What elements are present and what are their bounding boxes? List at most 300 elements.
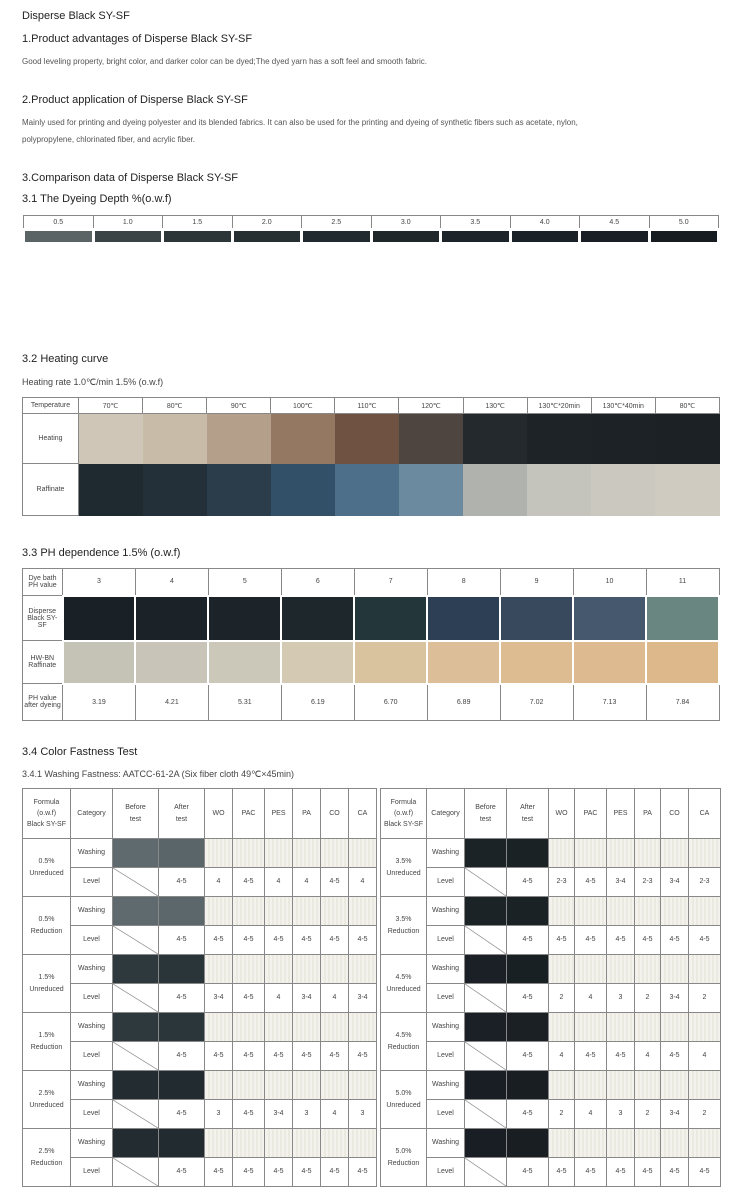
depth-label: 3.0	[371, 216, 441, 230]
ph-value: 8	[427, 569, 500, 596]
after-level: 4-5	[507, 984, 549, 1013]
fiber-header: CO	[661, 789, 689, 839]
fiber-level: 4	[205, 868, 233, 897]
after-swatch	[159, 1071, 205, 1100]
diagonal-line	[113, 1100, 158, 1128]
fiber-swatch	[575, 839, 607, 868]
fiber-level: 4-5	[321, 1158, 349, 1187]
fiber-level: 4	[575, 1100, 607, 1129]
fiber-header: WO	[549, 789, 575, 839]
dye-swatch	[573, 596, 646, 641]
before-swatch	[465, 839, 507, 868]
fiber-level: 4-5	[233, 1042, 265, 1071]
diagonal-line	[113, 1158, 158, 1186]
fiber-swatch	[635, 897, 661, 926]
fiber-level: 4-5	[607, 926, 635, 955]
after-swatch	[159, 1013, 205, 1042]
dye-swatch	[500, 596, 573, 641]
fiber-level: 4-5	[265, 926, 293, 955]
fiber-swatch	[205, 955, 233, 984]
formula-mode: Reduction	[387, 1159, 420, 1167]
fiber-swatch	[293, 1129, 321, 1158]
after-swatch	[507, 1013, 549, 1042]
fiber-swatch	[607, 1071, 635, 1100]
ph-table	[22, 568, 720, 721]
heating-swatch	[79, 414, 143, 464]
raffinate-swatch	[527, 464, 591, 516]
dye-swatch	[427, 596, 500, 641]
fiber-swatch	[635, 1013, 661, 1042]
heating-swatch	[207, 414, 271, 464]
before-header-line: test	[479, 815, 492, 823]
fiber-level: 4-5	[349, 1042, 377, 1071]
fiber-level: 4-5	[233, 984, 265, 1013]
formula-mode: Reduction	[30, 927, 63, 935]
fiber-swatch	[349, 955, 377, 984]
fiber-header: PAC	[233, 789, 265, 839]
temperature-label: Temperature	[23, 398, 79, 414]
fiber-level: 4-5	[293, 1158, 321, 1187]
fiber-level: 2	[549, 1100, 575, 1129]
formula-mode: Reduction	[387, 1043, 420, 1051]
fiber-level: 4-5	[205, 1042, 233, 1071]
level-label: Level	[427, 926, 465, 955]
ph-value: 5	[208, 569, 281, 596]
fiber-level: 4-5	[575, 1158, 607, 1187]
raffinate-label: Raffinate	[23, 464, 79, 516]
level-label: Level	[71, 1042, 113, 1071]
level-blank	[113, 1158, 159, 1187]
fiber-level: 4-5	[349, 1158, 377, 1187]
before-swatch	[113, 897, 159, 926]
fiber-level: 3	[293, 1100, 321, 1129]
formula-mode: Reduction	[30, 1159, 63, 1167]
formula-pct: 3.5%	[395, 858, 412, 866]
fiber-swatch	[635, 955, 661, 984]
fiber-swatch	[661, 897, 689, 926]
ph-after-value: 7.84	[646, 684, 719, 721]
after-level: 4-5	[507, 1158, 549, 1187]
heating-swatch	[591, 414, 655, 464]
fiber-swatch	[321, 839, 349, 868]
fiber-level: 4-5	[575, 1042, 607, 1071]
raffinate-swatch	[79, 464, 143, 516]
fiber-level: 4-5	[575, 926, 607, 955]
fiber-level: 3	[205, 1100, 233, 1129]
formula-cell	[23, 955, 71, 1013]
formula-mode: Unreduced	[386, 985, 421, 993]
ph-after-value: 3.19	[63, 684, 136, 721]
after-level: 4-5	[507, 926, 549, 955]
level-blank	[465, 926, 507, 955]
fiber-level: 4-5	[549, 926, 575, 955]
after-swatch	[159, 1129, 205, 1158]
level-label: Level	[71, 926, 113, 955]
fiber-level: 4-5	[205, 1158, 233, 1187]
heating-label: Heating	[23, 414, 79, 464]
washing-label: Washing	[71, 1129, 113, 1158]
fiber-level: 4-5	[233, 926, 265, 955]
fiber-swatch	[607, 955, 635, 984]
formula-pct: 3.5%	[395, 916, 412, 924]
raff-swatch	[646, 641, 719, 684]
fiber-header: PA	[635, 789, 661, 839]
formula-cell	[381, 1129, 427, 1187]
fiber-header: CA	[349, 789, 377, 839]
fiber-swatch	[321, 1071, 349, 1100]
raffinate-swatch	[271, 464, 335, 516]
level-label: Level	[71, 1100, 113, 1129]
fiber-swatch	[607, 1013, 635, 1042]
formula-header-line: (o.w.f)	[393, 809, 414, 817]
fiber-swatch	[205, 897, 233, 926]
fiber-swatch	[205, 839, 233, 868]
fiber-header: PA	[293, 789, 321, 839]
fiber-swatch	[661, 1071, 689, 1100]
depth-swatch	[232, 230, 302, 244]
fiber-swatch	[233, 1129, 265, 1158]
formula-pct: 0.5%	[38, 916, 55, 924]
formula-pct: 0.5%	[38, 858, 55, 866]
ph-row-label: Dye bath PH value	[23, 569, 63, 596]
after-level: 4-5	[507, 868, 549, 897]
fiber-swatch	[689, 839, 721, 868]
depth-swatch	[163, 230, 233, 244]
level-blank	[113, 868, 159, 897]
fiber-swatch	[689, 1071, 721, 1100]
formula-cell	[23, 897, 71, 955]
heating-swatch	[527, 414, 591, 464]
fiber-swatch	[549, 1071, 575, 1100]
fiber-level: 4-5	[689, 926, 721, 955]
level-label: Level	[71, 1158, 113, 1187]
level-blank	[113, 1042, 159, 1071]
raff-swatch	[354, 641, 427, 684]
fiber-swatch	[321, 1129, 349, 1158]
after-level: 4-5	[159, 1158, 205, 1187]
category-header: Category	[427, 789, 465, 839]
fiber-swatch	[265, 897, 293, 926]
fiber-swatch	[233, 955, 265, 984]
before-header	[113, 789, 159, 839]
formula-mode: Unreduced	[29, 869, 64, 877]
temp-label: 100℃	[271, 398, 335, 414]
fiber-level: 2	[549, 984, 575, 1013]
fiber-swatch	[321, 897, 349, 926]
level-blank	[465, 1158, 507, 1187]
depth-table	[22, 215, 720, 245]
level-label: Level	[427, 984, 465, 1013]
fiber-level: 4	[575, 984, 607, 1013]
diagonal-line	[113, 984, 158, 1012]
s32-heading: 3.2 Heating curve	[22, 353, 109, 365]
fiber-swatch	[233, 1013, 265, 1042]
level-blank	[465, 868, 507, 897]
level-label: Level	[427, 1158, 465, 1187]
formula-pct: 2.5%	[38, 1148, 55, 1156]
before-swatch	[465, 897, 507, 926]
formula-mode: Reduction	[387, 927, 420, 935]
level-blank	[113, 984, 159, 1013]
fiber-swatch	[689, 897, 721, 926]
heating-table	[22, 397, 720, 516]
fiber-level: 3	[349, 1100, 377, 1129]
raffinate-swatch	[207, 464, 271, 516]
ph-value: 3	[63, 569, 136, 596]
fiber-swatch	[293, 897, 321, 926]
fiber-swatch	[349, 897, 377, 926]
washing-label: Washing	[427, 1013, 465, 1042]
depth-swatch	[302, 230, 372, 244]
fiber-swatch	[233, 1071, 265, 1100]
fiber-swatch	[689, 1013, 721, 1042]
fiber-level: 2	[635, 984, 661, 1013]
raff-swatch	[500, 641, 573, 684]
depth-swatch	[93, 230, 163, 244]
ph-after-value: 7.13	[573, 684, 646, 721]
fiber-level: 4-5	[549, 1158, 575, 1187]
fiber-swatch	[661, 955, 689, 984]
ph-after-value: 4.21	[135, 684, 208, 721]
fiber-swatch	[265, 1129, 293, 1158]
fiber-level: 4-5	[661, 1158, 689, 1187]
diagonal-line	[113, 868, 158, 896]
formula-pct: 5.0%	[395, 1090, 412, 1098]
after-swatch	[507, 955, 549, 984]
fiber-level: 2-3	[689, 868, 721, 897]
diagonal-line	[465, 1158, 506, 1186]
fiber-header: PES	[607, 789, 635, 839]
after-header	[507, 789, 549, 839]
level-label: Level	[71, 868, 113, 897]
depth-label: 3.5	[441, 216, 511, 230]
formula-cell	[381, 1071, 427, 1129]
temp-label: 80℃	[655, 398, 719, 414]
formula-pct: 4.5%	[395, 974, 412, 982]
fiber-swatch	[575, 955, 607, 984]
washing-sub: 3.4.1 Washing Fastness: AATCC-61-2A (Six fiber cloth 49℃×45min)	[22, 769, 294, 779]
depth-label: 4.0	[510, 216, 580, 230]
fiber-level: 2-3	[549, 868, 575, 897]
diagonal-line	[465, 926, 506, 954]
after-level: 4-5	[507, 1042, 549, 1071]
heating-swatch	[335, 414, 399, 464]
raffinate-swatch	[399, 464, 463, 516]
formula-pct: 1.5%	[38, 974, 55, 982]
depth-label: 2.0	[232, 216, 302, 230]
raffinate-swatch	[463, 464, 527, 516]
fiber-level: 3-4	[349, 984, 377, 1013]
after-swatch	[507, 1071, 549, 1100]
s31-heading: 3.1 The Dyeing Depth %(o.w.f)	[22, 193, 172, 205]
fiber-level: 3-4	[661, 1100, 689, 1129]
fiber-level: 4	[265, 868, 293, 897]
ph-value: 11	[646, 569, 719, 596]
level-label: Level	[427, 1100, 465, 1129]
s3-heading: 3.Comparison data of Disperse Black SY-SF	[22, 172, 239, 184]
heating-swatch	[143, 414, 207, 464]
fiber-swatch	[549, 1129, 575, 1158]
diagonal-line	[465, 1100, 506, 1128]
fiber-level: 3	[607, 984, 635, 1013]
fiber-level: 4-5	[575, 868, 607, 897]
raffinate-swatch	[655, 464, 719, 516]
fiber-swatch	[635, 839, 661, 868]
fiber-level: 4	[549, 1042, 575, 1071]
fiber-level: 4-5	[321, 926, 349, 955]
fiber-level: 4	[265, 984, 293, 1013]
washing-label: Washing	[427, 1129, 465, 1158]
fiber-swatch	[349, 1129, 377, 1158]
fiber-swatch	[661, 1129, 689, 1158]
washing-label: Washing	[427, 1071, 465, 1100]
fiber-level: 2	[635, 1100, 661, 1129]
formula-pct: 5.0%	[395, 1148, 412, 1156]
before-swatch	[113, 1071, 159, 1100]
before-header-line: test	[129, 815, 142, 823]
s2-text-2: polypropylene, chlorinated fiber, and acrylic fiber.	[22, 135, 195, 144]
temp-label: 120℃	[399, 398, 463, 414]
fiber-swatch	[607, 897, 635, 926]
fiber-swatch	[549, 897, 575, 926]
diagonal-line	[465, 984, 506, 1012]
after-level: 4-5	[159, 1100, 205, 1129]
fiber-swatch	[349, 1071, 377, 1100]
temp-label: 130℃*40min	[591, 398, 655, 414]
fiber-level: 4	[689, 1042, 721, 1071]
formula-pct: 4.5%	[395, 1032, 412, 1040]
fiber-level: 4-5	[265, 1042, 293, 1071]
temp-label: 90℃	[207, 398, 271, 414]
washing-label: Washing	[71, 955, 113, 984]
after-swatch	[507, 897, 549, 926]
depth-label: 4.5	[580, 216, 650, 230]
fiber-swatch	[635, 1129, 661, 1158]
diagonal-line	[113, 1042, 158, 1070]
after-swatch	[159, 897, 205, 926]
formula-pct: 2.5%	[38, 1090, 55, 1098]
formula-mode: Unreduced	[386, 1101, 421, 1109]
fiber-level: 4	[349, 868, 377, 897]
fiber-swatch	[549, 839, 575, 868]
level-blank	[113, 926, 159, 955]
fiber-header: PES	[265, 789, 293, 839]
fiber-level: 4-5	[233, 868, 265, 897]
fiber-swatch	[265, 955, 293, 984]
s34-heading: 3.4 Color Fastness Test	[22, 746, 138, 758]
depth-swatch	[649, 230, 719, 244]
fiber-level: 3-4	[607, 868, 635, 897]
heating-swatch	[399, 414, 463, 464]
after-level: 4-5	[159, 868, 205, 897]
washing-label: Washing	[71, 897, 113, 926]
heating-swatch	[655, 414, 719, 464]
before-swatch	[113, 839, 159, 868]
fiber-swatch	[607, 1129, 635, 1158]
fiber-level: 4-5	[635, 926, 661, 955]
fiber-level: 2	[689, 1100, 721, 1129]
fiber-level: 2	[689, 984, 721, 1013]
formula-cell	[381, 839, 427, 897]
formula-cell	[23, 839, 71, 897]
depth-label: 2.5	[302, 216, 372, 230]
fiber-level: 4-5	[233, 1100, 265, 1129]
raff-swatch	[427, 641, 500, 684]
fiber-swatch	[265, 1071, 293, 1100]
fiber-level: 4	[635, 1042, 661, 1071]
depth-label: 1.5	[163, 216, 233, 230]
fiber-swatch	[205, 1013, 233, 1042]
fiber-header: WO	[205, 789, 233, 839]
fiber-level: 4-5	[661, 926, 689, 955]
fiber-header: CA	[689, 789, 721, 839]
fiber-level: 3-4	[265, 1100, 293, 1129]
fiber-swatch	[349, 1013, 377, 1042]
fiber-swatch	[575, 897, 607, 926]
fiber-swatch	[575, 1129, 607, 1158]
depth-swatch	[580, 230, 650, 244]
after-header-line: test	[175, 815, 188, 823]
dye-swatch	[63, 596, 136, 641]
raffinate-swatch	[143, 464, 207, 516]
formula-cell	[23, 1013, 71, 1071]
ph-value: 7	[354, 569, 427, 596]
washing-label: Washing	[71, 839, 113, 868]
fiber-swatch	[233, 897, 265, 926]
s33-heading: 3.3 PH dependence 1.5% (o.w.f)	[22, 547, 181, 559]
fiber-level: 4-5	[607, 1042, 635, 1071]
formula-cell	[23, 1071, 71, 1129]
formula-header-line: (o.w.f)	[36, 809, 57, 817]
formula-pct: 1.5%	[38, 1032, 55, 1040]
level-blank	[113, 1100, 159, 1129]
after-level: 4-5	[159, 1042, 205, 1071]
ph-after-value: 5.31	[208, 684, 281, 721]
formula-header	[381, 789, 427, 839]
depth-swatch	[371, 230, 441, 244]
formula-header-line: Formula	[33, 798, 60, 806]
heating-swatch	[271, 414, 335, 464]
before-swatch	[113, 955, 159, 984]
depth-swatch	[441, 230, 511, 244]
formula-mode: Unreduced	[29, 1101, 64, 1109]
before-swatch	[113, 1013, 159, 1042]
fiber-level: 4-5	[661, 1042, 689, 1071]
fiber-level: 4-5	[293, 926, 321, 955]
fiber-swatch	[293, 955, 321, 984]
fiber-level: 4-5	[635, 1158, 661, 1187]
dye-swatch	[646, 596, 719, 641]
dye-row-label: Disperse Black SY-SF	[23, 596, 63, 641]
wash-table-right	[380, 788, 720, 1187]
ph-value: 6	[281, 569, 354, 596]
depth-label: 5.0	[649, 216, 719, 230]
before-header	[465, 789, 507, 839]
before-swatch	[465, 955, 507, 984]
fiber-swatch	[233, 839, 265, 868]
raff-swatch	[63, 641, 136, 684]
fiber-level: 2-3	[635, 868, 661, 897]
dye-swatch	[281, 596, 354, 641]
after-level: 4-5	[159, 926, 205, 955]
after-swatch	[159, 955, 205, 984]
fiber-swatch	[635, 1071, 661, 1100]
before-header-line: Before	[125, 804, 146, 812]
raff-swatch	[281, 641, 354, 684]
fiber-swatch	[689, 1129, 721, 1158]
fiber-header: PAC	[575, 789, 607, 839]
level-blank	[465, 984, 507, 1013]
